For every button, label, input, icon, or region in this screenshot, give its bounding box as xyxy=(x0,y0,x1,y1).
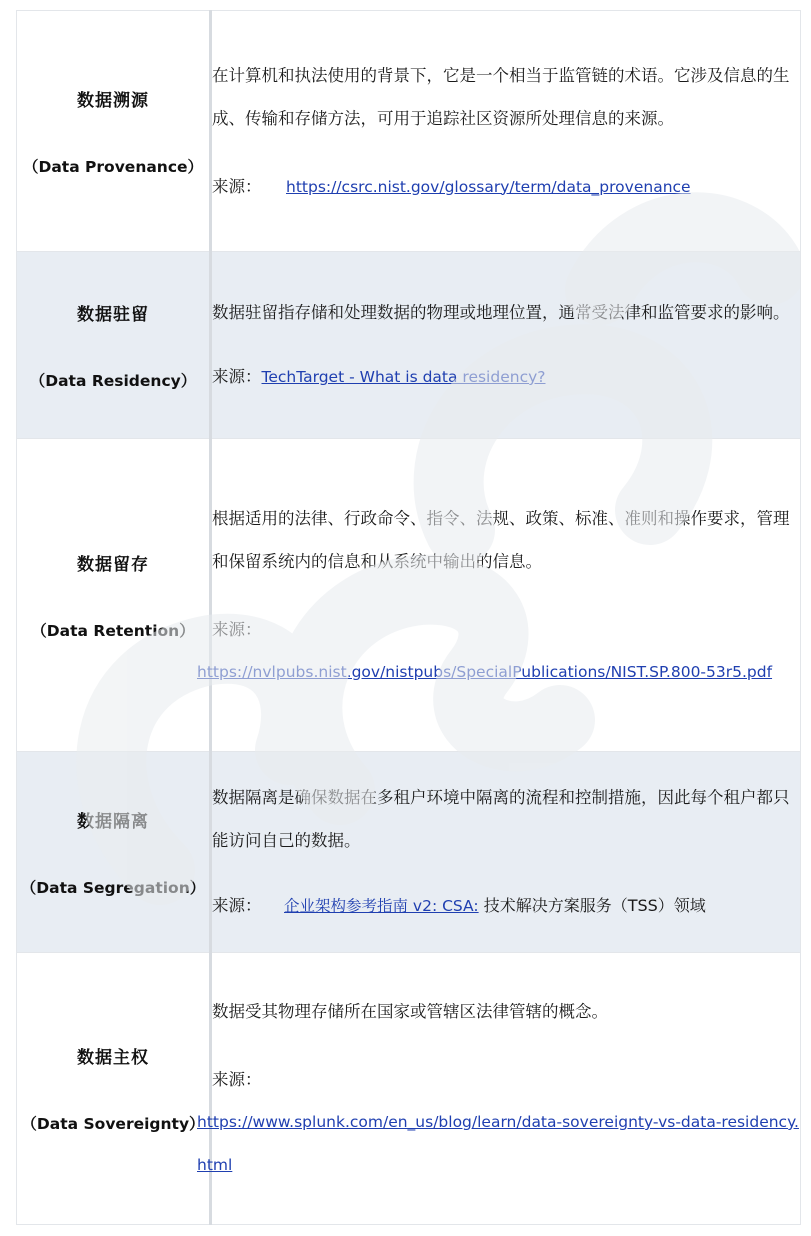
table-row xyxy=(17,752,801,953)
source-line xyxy=(212,608,800,651)
source-label: 来源： xyxy=(212,896,262,915)
source-suffix: 技术解决方案服务（TSS）领域 xyxy=(478,896,706,915)
definition-text: 在计算机和执法使用的背景下，它是一个相当于监管链的术语。它涉及信息的生成、传输和存储方法，可用于追踪社区资源所处理信息的来源。 xyxy=(212,65,790,128)
source-link[interactable]: 企业架构参考指南 v2: CSA: xyxy=(284,897,479,915)
term-english: （Data Residency） xyxy=(29,371,197,390)
table-row xyxy=(17,252,801,439)
term-cell xyxy=(17,439,211,752)
source-label: 来源： xyxy=(212,1070,262,1089)
source-label: 来源： xyxy=(212,176,262,196)
term-cell xyxy=(17,752,211,953)
source-line xyxy=(212,355,800,399)
table-row xyxy=(17,439,801,752)
definition-text: 根据适用的法律、行政命令、指令、法规、政策、标准、准则和操作要求，管理和保留系统内的信息和从系统中输出的信息。 xyxy=(212,508,790,571)
definition-cell xyxy=(197,439,801,752)
source-link[interactable]: https://nvlpubs.nist.gov/nistpubs/SpecialPublications/NIST.SP.800-53r5.pdf xyxy=(197,662,773,681)
term-cell xyxy=(17,953,211,1225)
definition-cell xyxy=(211,752,801,953)
table-row xyxy=(17,11,801,252)
definition-text: 数据受其物理存储所在国家或管辖区法律管辖的概念。 xyxy=(212,1002,608,1021)
source-line xyxy=(212,1058,800,1101)
definition-text: 数据隔离是确保数据在多租户环境中隔离的流程和控制措施，因此每个租户都只能访问自己的数据。 xyxy=(212,788,790,850)
definition-cell xyxy=(197,953,801,1225)
term-chinese: 数据驻留 xyxy=(77,304,149,325)
term-chinese: 数据留存 xyxy=(77,554,149,575)
source-line xyxy=(212,884,800,928)
glossary-table xyxy=(16,10,801,1225)
definition-text: 数据驻留指存储和处理数据的物理或地理位置，通常受法律和监管要求的影响。 xyxy=(212,303,790,322)
term-chinese: 数据溯源 xyxy=(77,90,149,111)
source-link[interactable]: https://csrc.nist.gov/glossary/term/data_provenance xyxy=(286,177,691,196)
definition-cell xyxy=(211,252,801,439)
source-label: 来源： xyxy=(212,367,262,386)
table-row xyxy=(17,953,801,1225)
definition-cell xyxy=(211,11,801,252)
term-english: （Data Segregation） xyxy=(20,878,206,897)
term-cell xyxy=(17,11,211,252)
term-chinese: 数据主权 xyxy=(77,1048,149,1068)
term-chinese: 数据隔离 xyxy=(77,811,149,832)
source-line xyxy=(212,165,800,209)
source-link[interactable]: https://www.splunk.com/en_us/blog/learn/data-sovereignty-vs-data-residency.html xyxy=(197,1113,799,1174)
term-english: （Data Sovereignty） xyxy=(21,1115,205,1133)
source-label: 来源： xyxy=(212,619,262,639)
term-cell xyxy=(17,252,211,439)
term-english: （Data Retention） xyxy=(31,621,195,640)
term-english: （Data Provenance） xyxy=(22,157,204,176)
source-link[interactable]: TechTarget - What is data residency? xyxy=(261,368,546,386)
